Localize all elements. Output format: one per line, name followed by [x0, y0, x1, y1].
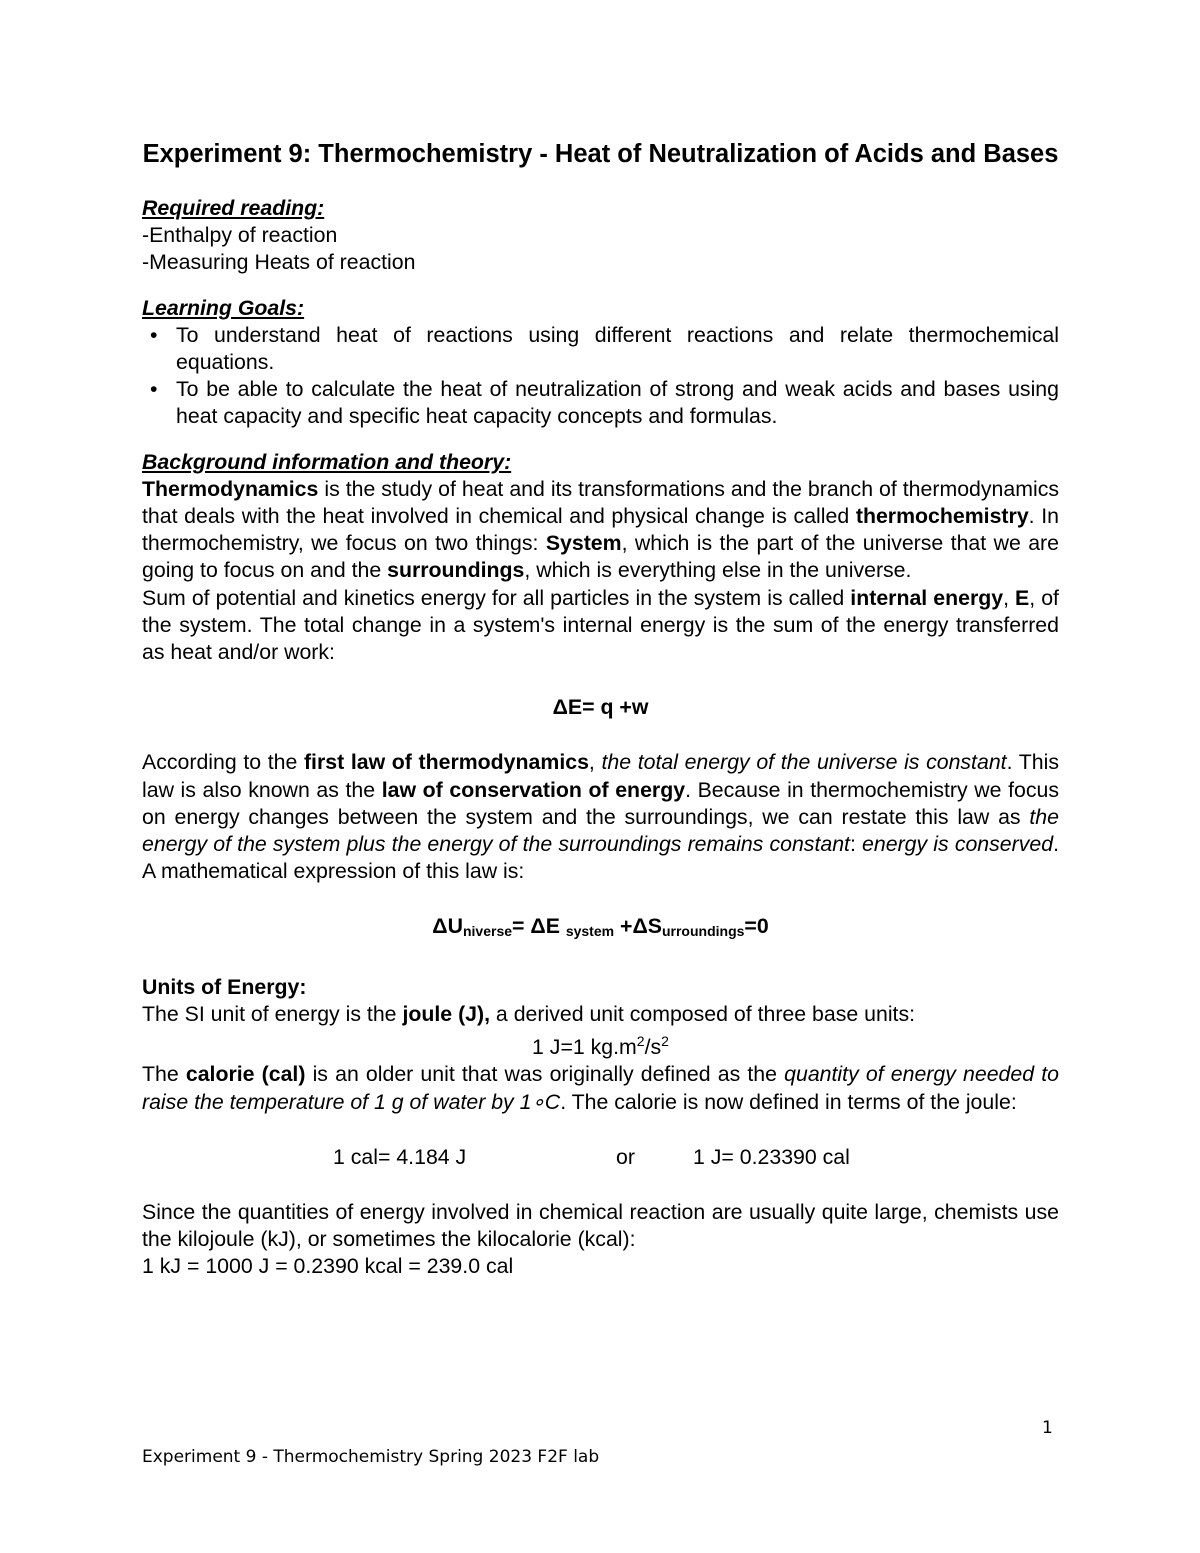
text: : — [849, 832, 863, 857]
kilojoule-paragraph: Since the quantities of energy involved in chemical reaction are usually quite large, chemists use the kilojoule (kJ), or sometimes the kilocalorie (kcal): — [142, 1199, 1059, 1251]
text: . Because in thermochemistry we focus on energy changes between the system and the surroundings, we can restate this law as — [142, 777, 1059, 829]
emphasis: the total energy of the universe is constant — [601, 750, 1007, 775]
page-number: 1 — [1042, 1418, 1053, 1438]
calorie-conversion — [142, 1144, 1059, 1171]
learning-goals-heading: Learning Goals: — [142, 295, 305, 320]
reading-item: -Enthalpy of reaction — [142, 223, 338, 248]
term-calorie: calorie (cal) — [185, 1062, 306, 1087]
text: . A mathematical expression of this law is: — [142, 832, 1059, 884]
text: . The calorie is now defined in terms of the joule: — [560, 1089, 1017, 1114]
term-internal-energy: internal energy — [850, 585, 1004, 610]
si-unit-paragraph — [142, 1001, 1059, 1028]
bullet-icon: • — [150, 322, 158, 347]
text: , — [1003, 585, 1016, 610]
text: . This law is also known as the — [142, 750, 1059, 802]
conversion-or: or — [616, 1144, 635, 1169]
text: /s — [644, 1035, 662, 1060]
required-reading-heading: Required reading: — [142, 196, 325, 220]
conversion-left: 1 cal= 4.184 J — [333, 1144, 467, 1169]
text: The — [142, 1062, 186, 1087]
goal-item — [150, 322, 1059, 376]
term-surroundings: surroundings — [387, 558, 525, 583]
text: +ΔS — [614, 914, 662, 939]
goal-item — [150, 376, 1059, 430]
bullet-icon: • — [150, 377, 158, 402]
first-law-paragraph — [142, 749, 1059, 885]
equation-universe — [142, 913, 1059, 945]
term-conservation: law of conservation of energy — [381, 777, 686, 802]
term-thermochemistry: thermochemistry — [855, 504, 1029, 529]
text: is an older unit that was originally defined as the — [305, 1062, 785, 1087]
text: =0 — [744, 914, 769, 939]
units-heading: Units of Energy: — [142, 974, 307, 999]
background-heading: Background information and theory: — [142, 449, 512, 474]
joule-definition — [142, 1028, 1059, 1061]
term-system: System — [545, 531, 622, 556]
term-first-law: first law of thermodynamics — [303, 750, 589, 775]
reading-item: -Measuring Heats of reaction — [142, 250, 416, 275]
subscript: urroundings — [661, 923, 745, 940]
learning-goals-list — [142, 322, 1059, 431]
text: , which is everything else in the universe. — [524, 558, 912, 583]
term-joule: joule (J), — [402, 1001, 491, 1026]
subscript: niverse — [462, 923, 513, 940]
text: ΔU — [432, 914, 463, 939]
emphasis: the energy of the system plus the energy of the surroundings remains constant — [142, 804, 1059, 857]
superscript: 2 — [636, 1033, 645, 1050]
text: = ΔE — [512, 914, 566, 939]
text: , of the system. The total change in a system's internal energy is the sum of the energy transferred as heat and/or work: — [142, 585, 1059, 665]
subscript: system — [565, 923, 615, 940]
superscript: 2 — [661, 1033, 669, 1050]
text: . In thermochemistry, we focus on two things: — [142, 504, 1059, 556]
text: , which is the part of the universe that we are going to focus on and the — [142, 531, 1059, 583]
conversion-right: 1 J= 0.23390 cal — [693, 1144, 850, 1169]
text: According to the — [142, 750, 304, 775]
text: 1 J=1 kg.m — [532, 1035, 637, 1060]
thermodynamics-paragraph — [142, 476, 1059, 585]
page-content — [142, 138, 1059, 1280]
equation-delta-e: ΔE= q +w — [552, 695, 649, 720]
text: is the study of heat and its transformations and the branch of thermodynamics that deals with the heat involved in chemical and physical change is called — [142, 476, 1059, 529]
text: Sum of potential and kinetics energy for all particles in the system is called — [142, 585, 851, 610]
kilojoule-equation: 1 kJ = 1000 J = 0.2390 kcal = 239.0 cal — [142, 1254, 514, 1279]
goal-text: To understand heat of reactions using different reactions and relate thermochemical equations. — [176, 322, 1059, 375]
calorie-paragraph — [142, 1061, 1059, 1115]
page-title: Experiment 9: Thermochemistry - Heat of Neutralization of Acids and Bases — [142, 140, 1059, 168]
internal-energy-paragraph — [142, 585, 1059, 667]
text: , — [588, 750, 602, 775]
page-footer: Experiment 9 - Thermochemistry Spring 2023 F2F lab — [142, 1447, 600, 1467]
goal-text: To be able to calculate the heat of neutralization of strong and weak acids and bases using heat capacity and specific heat capacity concepts and formulas. — [176, 377, 1059, 429]
emphasis: quantity of energy needed to raise the temperature of 1 g of water by 1∘C — [142, 1062, 1059, 1114]
term-thermodynamics: Thermodynamics — [142, 476, 319, 501]
term-e: E — [1015, 585, 1030, 610]
text: The SI unit of energy is the — [142, 1001, 403, 1026]
text: a derived unit composed of three base units: — [490, 1001, 916, 1026]
emphasis: energy is conserved — [862, 832, 1054, 857]
